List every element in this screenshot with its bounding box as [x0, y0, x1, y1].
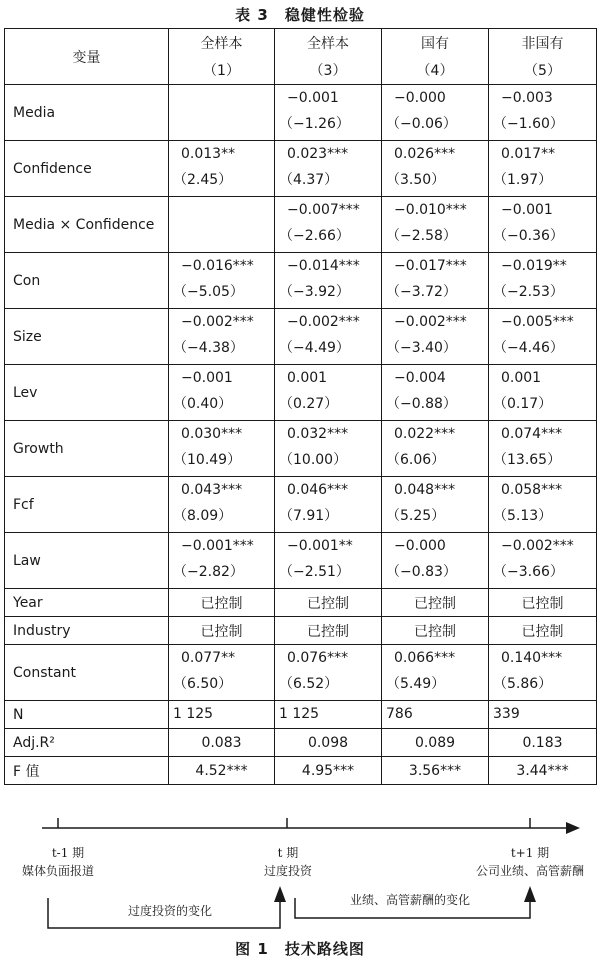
t-statistic: （5.86）: [493, 676, 553, 692]
regression-table: [4, 28, 597, 785]
coefficient: −0.003: [501, 90, 553, 106]
table-cell: [382, 253, 489, 309]
table-cell: [489, 533, 597, 589]
cell-value: 已控制: [414, 595, 456, 612]
coefficient: 0.001: [501, 370, 542, 386]
table-cell: [169, 617, 275, 645]
t-statistic: （−2.53）: [493, 284, 564, 300]
variable-header: 变量: [5, 29, 169, 85]
t-statistic: （0.17）: [493, 396, 553, 412]
cell-value: 4.95***: [301, 762, 355, 779]
table-cell: [275, 197, 382, 253]
table-cell: [382, 309, 489, 365]
table-cell: [275, 757, 382, 785]
label-media-negative-report: 媒体负面报道: [21, 864, 94, 878]
t-statistic: （7.91）: [279, 508, 339, 524]
t-statistic: （−0.88）: [386, 396, 457, 412]
table-cell: [382, 589, 489, 617]
coefficient: −0.014***: [287, 258, 360, 274]
table-cell: [169, 701, 275, 729]
table-cell: [382, 421, 489, 477]
coefficient: −0.001: [501, 202, 553, 218]
table-cell: [382, 729, 489, 757]
row-label: Industry: [5, 617, 169, 645]
cell-value: 已控制: [414, 623, 456, 640]
table-cell: [169, 729, 275, 757]
table-row: [5, 589, 597, 617]
t-statistic: （4.37）: [279, 172, 339, 188]
coefficient: −0.001: [181, 370, 233, 386]
t-statistic: （−2.51）: [279, 564, 350, 580]
table-cell: [169, 365, 275, 421]
column-number: （1）: [169, 57, 275, 85]
table-row: [5, 365, 597, 421]
table-cell: [169, 141, 275, 197]
table-cell: [169, 309, 275, 365]
label-t-minus-1-period: t-1 期: [51, 846, 85, 860]
table-row: [5, 701, 597, 729]
t-statistic: （3.50）: [386, 172, 446, 188]
coefficient: 0.026***: [394, 146, 456, 162]
coefficient: 0.023***: [287, 146, 349, 162]
coefficient: 0.017**: [501, 146, 556, 162]
table-row: [5, 197, 597, 253]
t-statistic: （−2.82）: [173, 564, 244, 580]
t-statistic: （−4.49）: [279, 340, 350, 356]
table-cell: [275, 533, 382, 589]
figure-caption: 图 1 技术路线图: [235, 940, 365, 958]
table-cell: [489, 365, 597, 421]
table-cell: [489, 421, 597, 477]
coefficient: −0.010***: [394, 202, 467, 218]
label-performance-change: 业绩、高管薪酬的变化: [349, 893, 470, 907]
table-cell: [489, 701, 597, 729]
cell-value: 0.083: [201, 734, 242, 751]
coefficient: −0.019**: [501, 258, 567, 274]
row-label: F 值: [5, 757, 169, 785]
coefficient: 0.077**: [181, 650, 236, 666]
table-row: [5, 757, 597, 785]
t-statistic: （13.65）: [493, 452, 562, 468]
cell-value: 已控制: [307, 623, 349, 640]
row-label: Size: [5, 309, 169, 365]
coefficient: −0.001**: [287, 538, 353, 554]
coefficient: −0.002***: [394, 314, 467, 330]
table-cell: [275, 589, 382, 617]
column-group-header: 全样本: [275, 29, 382, 57]
table-row: [5, 253, 597, 309]
table-cell: [169, 85, 275, 141]
coefficient: 0.076***: [287, 650, 349, 666]
coefficient: −0.004: [394, 370, 446, 386]
cell-value: 已控制: [200, 623, 243, 640]
row-label: Lev: [5, 365, 169, 421]
row-label: Year: [5, 589, 169, 617]
cell-value: 3.56***: [408, 762, 462, 779]
coefficient: −0.002***: [287, 314, 360, 330]
table-cell: [169, 533, 275, 589]
cell-value: 0.098: [307, 734, 349, 751]
coefficient: 0.043***: [181, 482, 243, 498]
row-label: Fcf: [5, 477, 169, 533]
label-overinvestment: 过度投资: [263, 864, 312, 878]
table-cell: [489, 757, 597, 785]
coefficient: 0.022***: [394, 426, 456, 442]
table-cell: [275, 85, 382, 141]
row-label: Growth: [5, 421, 169, 477]
table-cell: [489, 197, 597, 253]
coefficient: 0.066***: [394, 650, 456, 666]
table-cell: [489, 729, 597, 757]
table-cell: [275, 141, 382, 197]
coefficient: −0.002***: [181, 314, 254, 330]
label-overinvestment-change: 过度投资的变化: [127, 904, 212, 918]
table-cell: [489, 309, 597, 365]
row-label: Con: [5, 253, 169, 309]
row-label: Law: [5, 533, 169, 589]
table-cell: [489, 589, 597, 617]
t-statistic: （0.27）: [279, 396, 339, 412]
table-cell: [382, 617, 489, 645]
column-group-header: 国有: [382, 29, 489, 57]
table-cell: [489, 617, 597, 645]
cell-value: 4.52***: [195, 762, 248, 779]
timeline-arrowhead: [566, 822, 580, 834]
table-cell: [275, 365, 382, 421]
table-row: [5, 645, 597, 701]
t-statistic: （10.49）: [173, 452, 242, 468]
t-statistic: （5.25）: [386, 508, 446, 524]
table-cell: [382, 365, 489, 421]
table-cell: [169, 253, 275, 309]
t-statistic: （−0.06）: [386, 116, 457, 132]
column-group-header: 非国有: [489, 29, 597, 57]
table-cell: [275, 701, 382, 729]
column-number: （5）: [489, 57, 597, 85]
table-cell: [275, 617, 382, 645]
cell-value: 0.089: [414, 734, 456, 751]
coefficient: −0.007***: [287, 202, 360, 218]
coefficient: 0.074***: [501, 426, 563, 442]
label-performance-compensation: 公司业绩、高管薪酬: [475, 864, 584, 878]
t-statistic: （1.97）: [493, 172, 553, 188]
coefficient: 0.001: [287, 370, 328, 386]
t-statistic: （8.09）: [173, 508, 233, 524]
table-cell: [382, 477, 489, 533]
table-cell: [275, 253, 382, 309]
t-statistic: （6.06）: [386, 452, 446, 468]
table-cell: [169, 645, 275, 701]
coefficient: −0.005***: [501, 314, 574, 330]
table-cell: [489, 477, 597, 533]
table-cell: [169, 477, 275, 533]
coefficient: 0.030***: [181, 426, 243, 442]
coefficient: 0.058***: [501, 482, 563, 498]
label-t-period: t 期: [277, 846, 299, 860]
table-row: [5, 141, 597, 197]
t-statistic: （6.50）: [173, 676, 233, 692]
table-cell: [382, 701, 489, 729]
arrowhead-icon: [274, 886, 286, 902]
table-cell: [489, 645, 597, 701]
table-cell: [275, 645, 382, 701]
coefficient: −0.017***: [394, 258, 467, 274]
column-group-header: 全样本: [169, 29, 275, 57]
table-cell: [275, 477, 382, 533]
table-row: [5, 477, 597, 533]
t-statistic: （5.49）: [386, 676, 446, 692]
coefficient: 0.032***: [287, 426, 349, 442]
table-cell: [275, 729, 382, 757]
coefficient: −0.000: [394, 90, 446, 106]
row-label: N: [5, 701, 169, 729]
cell-value: 339: [493, 706, 520, 722]
cell-value: 3.44***: [516, 762, 569, 779]
cell-value: 已控制: [200, 595, 243, 612]
t-statistic: （−3.72）: [386, 284, 457, 300]
coefficient: 0.140***: [501, 650, 563, 666]
table-cell: [382, 645, 489, 701]
t-statistic: （−3.92）: [279, 284, 350, 300]
row-label: Adj.R²: [5, 729, 169, 757]
t-statistic: （−0.83）: [386, 564, 457, 580]
coefficient: −0.002***: [501, 538, 574, 554]
table-row: [5, 309, 597, 365]
cell-value: 0.183: [522, 734, 563, 751]
table-cell: [382, 197, 489, 253]
cell-value: 1 125: [279, 706, 320, 722]
t-statistic: （10.00）: [279, 452, 348, 468]
table-cell: [382, 533, 489, 589]
table-cell: [169, 197, 275, 253]
table-row: [5, 617, 597, 645]
coefficient: −0.016***: [181, 258, 254, 274]
t-statistic: （−1.60）: [493, 116, 564, 132]
table-cell: [489, 85, 597, 141]
t-statistic: （5.13）: [493, 508, 553, 524]
table-row: [5, 533, 597, 589]
t-statistic: （−3.40）: [386, 340, 457, 356]
cell-value: 已控制: [521, 595, 564, 612]
table-cell: [169, 589, 275, 617]
table-row: [5, 421, 597, 477]
arrowhead-icon: [524, 886, 536, 902]
coefficient: −0.001: [287, 90, 339, 106]
t-statistic: （−4.46）: [493, 340, 564, 356]
table-cell: [275, 421, 382, 477]
row-label: Media × Confidence: [5, 197, 169, 253]
cell-value: 1 125: [173, 706, 214, 722]
table-cell: [275, 309, 382, 365]
t-statistic: （−5.05）: [173, 284, 244, 300]
table-cell: [169, 757, 275, 785]
t-statistic: （2.45）: [173, 172, 233, 188]
t-statistic: （−3.66）: [493, 564, 564, 580]
row-label: Constant: [5, 645, 169, 701]
t-statistic: （−1.26）: [279, 116, 350, 132]
coefficient: −0.001***: [181, 538, 254, 554]
table-cell: [169, 421, 275, 477]
table-cell: [382, 757, 489, 785]
table-title: 表 3 稳健性检验: [235, 6, 365, 24]
coefficient: −0.000: [394, 538, 446, 554]
t-statistic: （−0.36）: [493, 228, 564, 244]
label-t-plus-1-period: t+1 期: [510, 846, 550, 860]
table-cell: [382, 141, 489, 197]
coefficient: 0.048***: [394, 482, 456, 498]
coefficient: 0.013**: [181, 146, 236, 162]
row-label: Confidence: [5, 141, 169, 197]
column-number: （3）: [275, 57, 382, 85]
coefficient: 0.046***: [287, 482, 349, 498]
t-statistic: （0.40）: [173, 396, 233, 412]
t-statistic: （−2.58）: [386, 228, 457, 244]
t-statistic: （−2.66）: [279, 228, 350, 244]
table-cell: [382, 85, 489, 141]
table-row: [5, 85, 597, 141]
table-row: [5, 729, 597, 757]
t-statistic: （−4.38）: [173, 340, 244, 356]
t-statistic: （6.52）: [279, 676, 339, 692]
cell-value: 786: [386, 706, 413, 722]
table-cell: [489, 253, 597, 309]
column-number: （4）: [382, 57, 489, 85]
cell-value: 已控制: [307, 595, 349, 612]
cell-value: 已控制: [521, 623, 564, 640]
row-label: Media: [5, 85, 169, 141]
table-cell: [489, 141, 597, 197]
